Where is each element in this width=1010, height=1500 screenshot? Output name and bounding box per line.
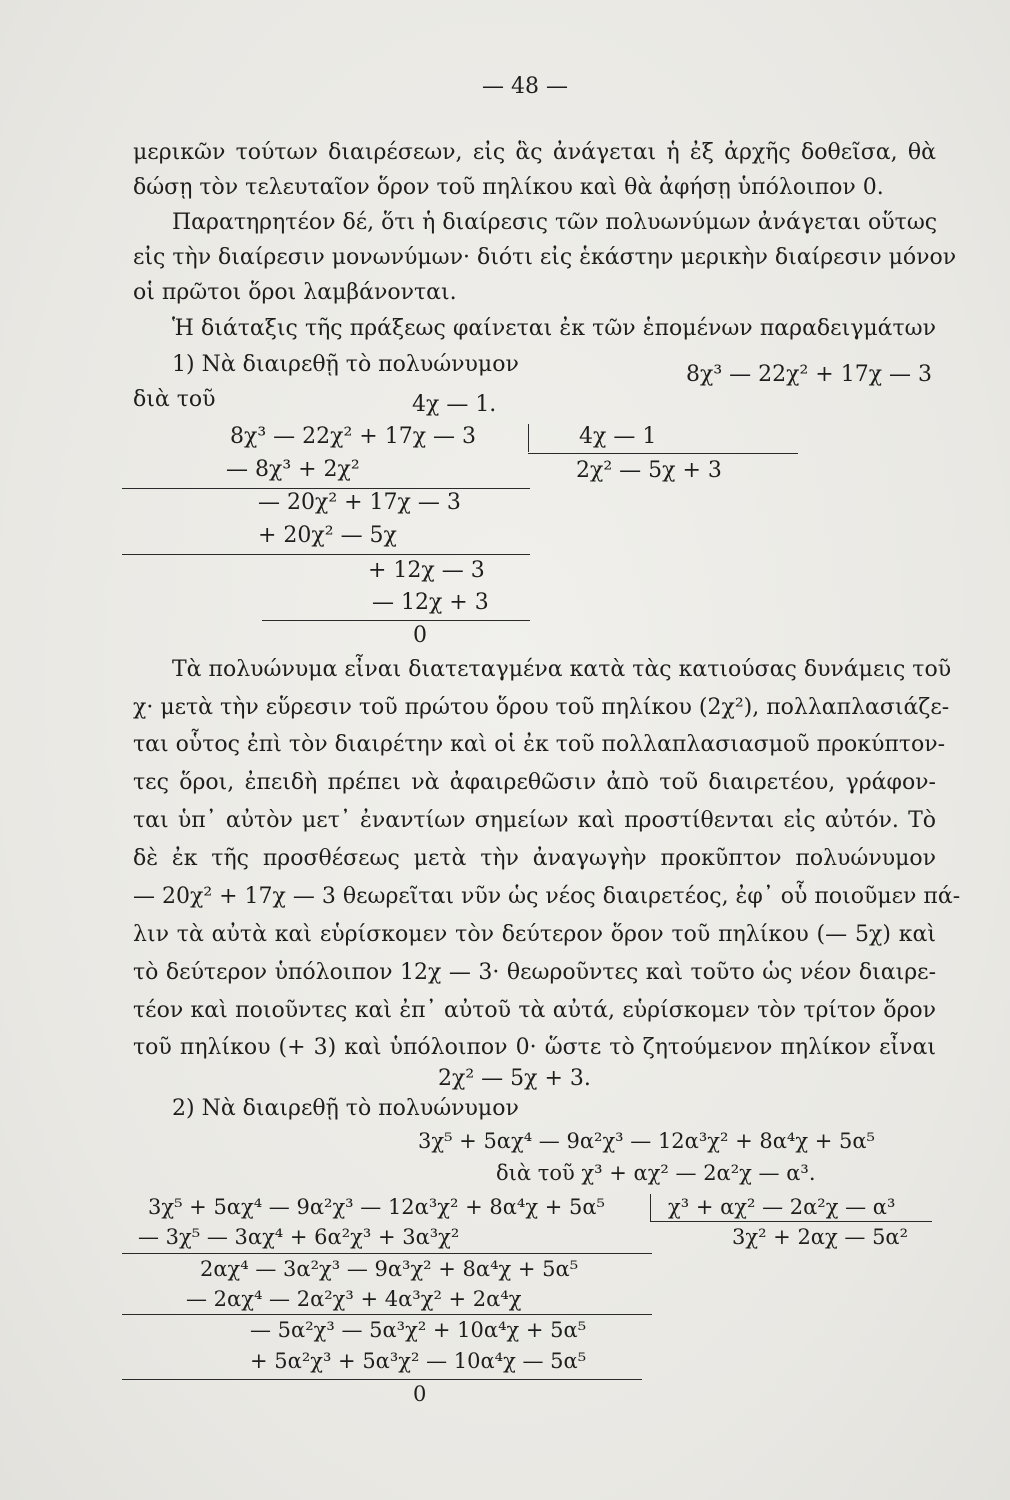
example-1-result: 2χ² — 5χ + 3. [438, 1066, 591, 1091]
paragraph-1-line-2: δώσῃ τὸν τελευταῖον ὅρον τοῦ πηλίκου καὶ θὰ ἀφήσῃ ὑπόλοιπον 0. [133, 175, 884, 200]
page-number: — 48 — [482, 74, 568, 99]
example-1-heading: 1) Νὰ διαιρεθῇ τὸ πολυώνυμον [172, 352, 519, 377]
ex1-work-line-7: 0 [413, 623, 427, 648]
paragraph-4-line-5: ται ὑπ᾽ αὐτὸν μετ᾽ ἐναντίων σημείων καὶ προστίθενται εἰς αὐτόν. Τὸ [133, 808, 936, 833]
paragraph-4-line-4: τες ὅροι, ἐπειδὴ πρέπει νὰ ἀφαιρεθῶσιν ἀπὸ τοῦ διαιρετέου, γράφον- [133, 770, 936, 795]
ex1-quotient-rule [528, 453, 798, 454]
ex2-work-line-2: — 3χ⁵ — 3αχ⁴ + 6α²χ³ + 3α³χ² [138, 1225, 460, 1249]
paragraph-4-line-11: τοῦ πηλίκου (+ 3) καὶ ὑπόλοιπον 0· ὥστε τὸ ζητούμενον πηλίκον εἶναι [133, 1035, 936, 1060]
example-1-dividend: 8χ³ — 22χ² + 17χ — 3 [686, 362, 933, 387]
ex2-quotient-rule [650, 1221, 932, 1222]
ex1-rule-2 [122, 554, 530, 555]
ex2-rule-1 [122, 1253, 652, 1254]
ex1-work-line-4: + 20χ² — 5χ [258, 523, 397, 548]
ex1-work-line-1: 8χ³ — 22χ² + 17χ — 3 [230, 424, 477, 449]
ex2-work-line-3: 2αχ⁴ — 3α²χ³ — 9α³χ² + 8α⁴χ + 5α⁵ [200, 1257, 579, 1281]
ex2-rule-2 [122, 1314, 652, 1315]
paragraph-4-line-10: τέον καὶ ποιοῦντες καὶ ἐπ᾽ αὐτοῦ τὰ αὐτά, εὑρίσκομεν τὸν τρίτον ὅρον [133, 998, 936, 1023]
ex2-work-line-5: — 5α²χ³ — 5α³χ² + 10α⁴χ + 5α⁵ [250, 1318, 587, 1342]
paragraph-1-line-1: μερικῶν τούτων διαιρέσεων, εἰς ἃς ἀνάγεται ἡ ἐξ ἀρχῆς δοθεῖσα, θὰ [133, 140, 936, 165]
ex2-work-line-1: 3χ⁵ + 5αχ⁴ — 9α²χ³ — 12α³χ² + 8α⁴χ + 5α⁵ [148, 1195, 605, 1219]
example-2-heading: 2) Νὰ διαιρεθῇ τὸ πολυώνυμον [172, 1096, 519, 1121]
paragraph-2-line-2: εἰς τὴν διαίρεσιν μονωνύμων· διότι εἰς ἑκάστην μερικὴν διαίρεσιν μόνον [133, 245, 957, 270]
ex1-work-line-3: — 20χ² + 17χ — 3 [258, 490, 461, 515]
paragraph-3: Ἡ διάταξις τῆς πράξεως φαίνεται ἐκ τῶν ἑπομένων παραδειγμάτων [172, 316, 936, 341]
example-1-by-label: διὰ τοῦ [133, 387, 216, 412]
example-2-dividend: 3χ⁵ + 5αχ⁴ — 9α²χ³ — 12α³χ² + 8α⁴χ + 5α⁵ [418, 1129, 875, 1153]
ex2-rule-3 [122, 1379, 642, 1380]
ex1-work-line-5: + 12χ — 3 [368, 558, 485, 583]
ex2-work-line-6: + 5α²χ³ + 5α³χ² — 10α⁴χ — 5α⁵ [250, 1349, 587, 1373]
paragraph-4-line-3: ται οὗτος ἐπὶ τὸν διαιρέτην καὶ οἱ ἐκ τοῦ πολλαπλασιασμοῦ προκύπτον- [133, 732, 946, 757]
ex1-work-line-6: — 12χ + 3 [372, 590, 489, 615]
ex1-rule-3 [262, 620, 530, 621]
paragraph-4-line-2: χ· μετὰ τὴν εὕρεσιν τοῦ πρώτου ὅρου τοῦ πηλίκου (2χ²), πολλαπλασιάζε- [133, 695, 950, 720]
ex2-work-line-7: 0 [413, 1382, 427, 1406]
paragraph-4-line-8: λιν τὰ αὐτὰ καὶ εὑρίσκομεν τὸν δεύτερον ὅρον τοῦ πηλίκου (— 5χ) καὶ [133, 922, 936, 947]
paragraph-2-line-1: Παρατηρητέον δέ, ὅτι ἡ διαίρεσις τῶν πολυωνύμων ἀνάγεται οὕτως [172, 210, 938, 235]
example-2-by-line: διὰ τοῦ χ³ + αχ² — 2α²χ — α³. [496, 1161, 816, 1185]
paragraph-4-line-9: τὸ δεύτερον ὑπόλοιπον 12χ — 3· θεωροῦντες καὶ τοῦτο ὡς νέον διαιρε- [133, 960, 936, 985]
paragraph-2-line-3: οἱ πρῶτοι ὅροι λαμβάνονται. [133, 280, 457, 305]
ex1-work-line-2: — 8χ³ + 2χ² [226, 457, 360, 482]
ex1-rule-1 [122, 488, 530, 489]
ex1-work-divisor: 4χ — 1 [579, 424, 657, 449]
ex1-quotient: 2χ² — 5χ + 3 [576, 458, 722, 483]
ex2-work-divisor: χ³ + αχ² — 2α²χ — α³ [668, 1195, 896, 1219]
paragraph-4-line-7: — 20χ² + 17χ — 3 θεωρεῖται νῦν ὡς νέος διαιρετέος, ἐφ᾽ οὗ ποιοῦμεν πά- [133, 884, 961, 909]
ex2-quotient: 3χ² + 2αχ — 5α² [732, 1225, 909, 1249]
ex2-division-bar [650, 1194, 651, 1222]
example-1-divisor: 4χ — 1. [412, 392, 497, 417]
paragraph-4-line-1: Τὰ πολυώνυμα εἶναι διατεταγμένα κατὰ τὰς κατιούσας δυνάμεις τοῦ [172, 657, 952, 682]
paragraph-4-line-6: δὲ ἐκ τῆς προσθέσεως μετὰ τὴν ἀναγωγὴν προκῦπτον πολυώνυμον [133, 846, 936, 871]
ex1-division-bar [528, 424, 529, 452]
ex2-work-line-4: — 2αχ⁴ — 2α²χ³ + 4α³χ² + 2α⁴χ [186, 1287, 522, 1311]
